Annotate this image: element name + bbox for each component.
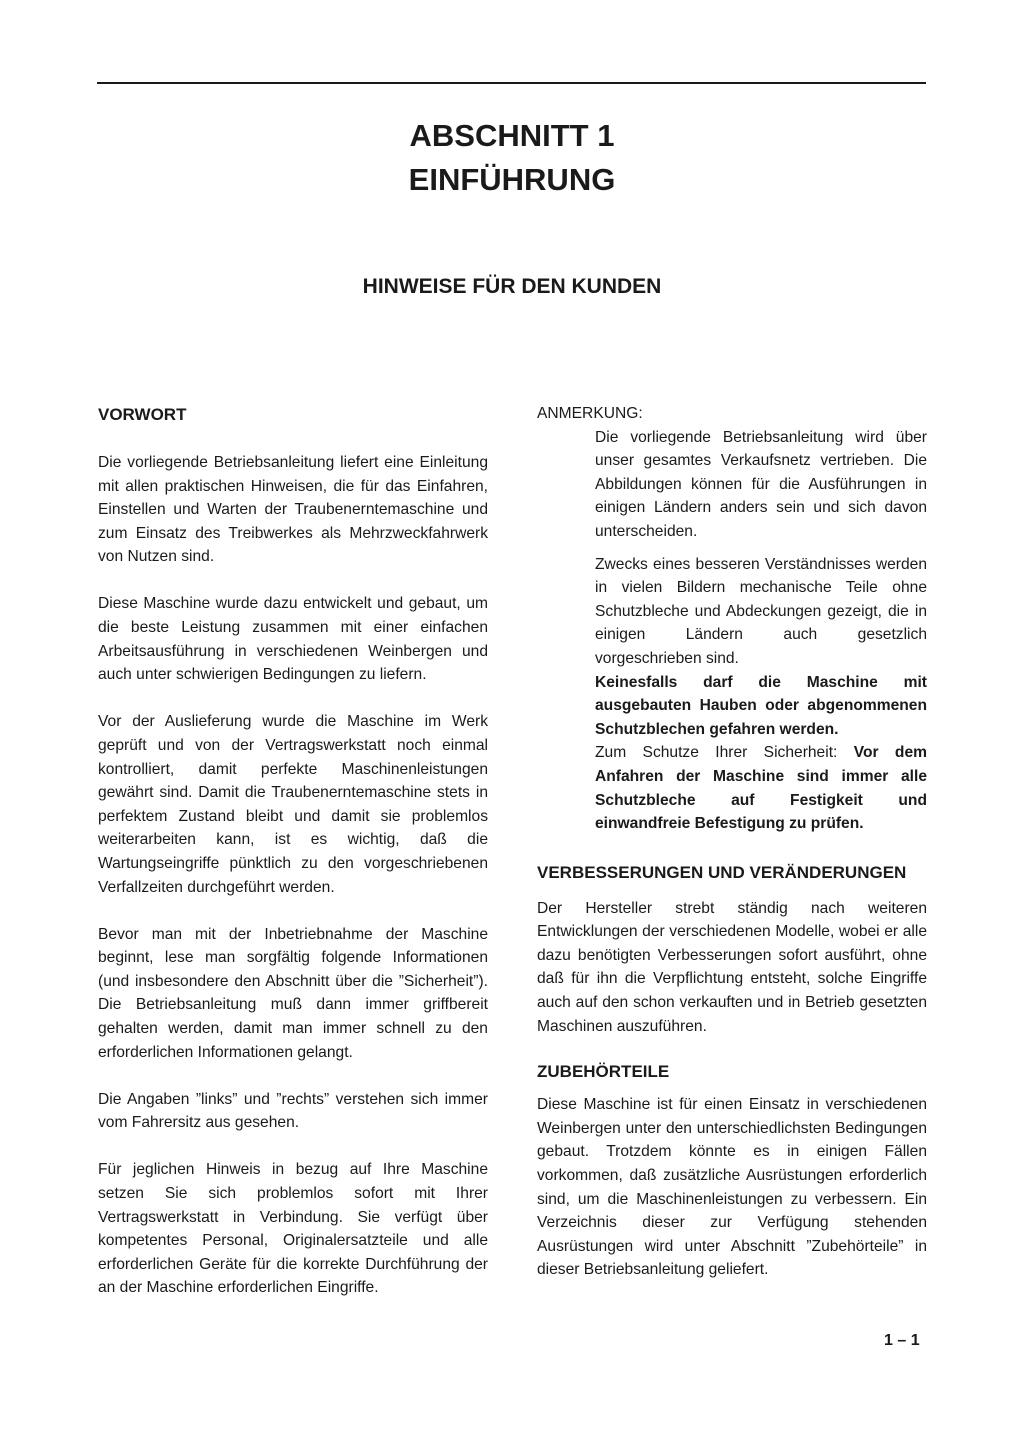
note-label: ANMERKUNG: (537, 405, 643, 422)
note-paragraph: Die vorliegende Betriebsanleitung wird über unser gesamtes Verkaufsnetz vertrieben. Die Abbildungen können für die Ausführungen in einigen Ländern anders sein und sich davon unterscheiden. (595, 428, 927, 540)
accessories-text: Diese Maschine ist für einen Einsatz in verschiedenen Weinbergen unter den unterschiedlichsten Bedingungen gebaut. Trotzdem könnte es in einigen Fällen vorkommen, daß zusätzliche Ausrüstungen erforderlich sind, um die Maschinenleistungen zu verbessern. Ein Verzeichnis dieser zur Verfügung stehenden Ausrüstungen wird unter Abschnitt ”Zubehörteile” in dieser Betriebsanleitung geliefert. (537, 1096, 927, 1279)
note-warning (595, 671, 927, 742)
safety-prefix: Zum Schutze Ihrer Sicherheit: (595, 744, 854, 762)
heading-vorwort: VORWORT (98, 405, 187, 424)
section-title (0, 114, 1024, 202)
section-number: ABSCHNITT 1 (409, 118, 615, 153)
paragraph: Bevor man mit der Inbetriebnahme der Maschine beginnt, lese man sorgfältig folgende Informationen (und insbesondere den Abschnitt über die ”Sicherheit”). Die Betriebsanleitung muß dann immer griffbereit gehalten werden, damit man immer schnell zu den erforderlichen Informationen gelangt. (98, 925, 488, 1061)
heading-accessories: ZUBEHÖRTEILE (537, 1062, 670, 1082)
paragraph: Für jeglichen Hinweis in bezug auf Ihre Maschine setzen Sie sich problemlos sofort mit Ihrer Vertragswerkstatt in Verbindung. Sie verfügt über kompetentes Personal, Originalersatzteile und alle erforderlichen Geräte für die korrekte Durchführung der an der Maschine erforderlichen Eingriffe. (98, 1161, 488, 1297)
paragraph: Diese Maschine wurde dazu entwickelt und gebaut, um die beste Leistung zusammen mit einer einfachen Arbeitsausführung in verschiedenen Weinbergen und auch unter schwierigen Bedingungen zu liefern. (98, 595, 488, 684)
paragraph: Die vorliegende Betriebsanleitung liefert eine Einleitung mit allen praktischen Hinweisen, die für das Einfahren, Einstellen und Warten der Traubenerntemaschine und zum Einsatz des Treibwerkes als Mehrzweckfahrwerk von Nutzen sind. (98, 454, 488, 566)
improvements-text: Der Hersteller strebt ständig nach weiteren Entwicklungen der verschiedenen Modelle, wobei er alle dazu benötigten Verbesserungen sofort ausführt, ohne daß für ihn die Verpflichtung entsteht, solche Eingriffe auch auf den schon verkauften und in Betrieb gesetzten Maschinen auszuführen. (537, 899, 927, 1035)
paragraph: Vor der Auslieferung wurde die Maschine im Werk geprüft und von der Vertragswerkstatt noch einmal kontrolliert, damit perfekte Maschinenleistungen gewährt sind. Damit die Traubenerntemaschine stets in perfektem Zustand bleibt und damit sie problemlos weiterarbeiten kann, ist es wichtig, daß die Wartungseingriffe pünktlich zu den vorgeschriebenen Verfallzeiten durchgeführt werden. (98, 713, 488, 896)
page-number: 1 – 1 (884, 1332, 920, 1349)
heading-improvements: VERBESSERUNGEN UND VERÄNDERUNGEN (537, 862, 907, 882)
warning-text: Keinesfalls darf die Maschine mit ausgebauten Hauben oder abgenommenen Schutzblechen gefahren werden. (595, 673, 927, 738)
note-paragraph: Zwecks eines besseren Verständnisses werden in vielen Bildern mechanische Teile ohne Schutzbleche und Abdeckungen gezeigt, die in einigen Ländern auch gesetzlich vorgeschrieben sind. (595, 555, 927, 667)
left-column (98, 402, 488, 1323)
header-rule (97, 82, 926, 84)
right-column (537, 402, 927, 1282)
note-safety (595, 741, 927, 835)
page-subtitle: HINWEISE FÜR DEN KUNDEN (362, 275, 662, 298)
note-block (595, 426, 927, 836)
paragraph: Die Angaben ”links” und ”rechts” verstehen sich immer vom Fahrersitz aus gesehen. (98, 1090, 488, 1132)
chapter-title: EINFÜHRUNG (408, 162, 616, 197)
safety-instruction: Vor dem Anfahren der Maschine sind immer alle Schutzbleche auf Festigkeit und einwandfreie Befestigung zu prüfen. (595, 744, 927, 833)
